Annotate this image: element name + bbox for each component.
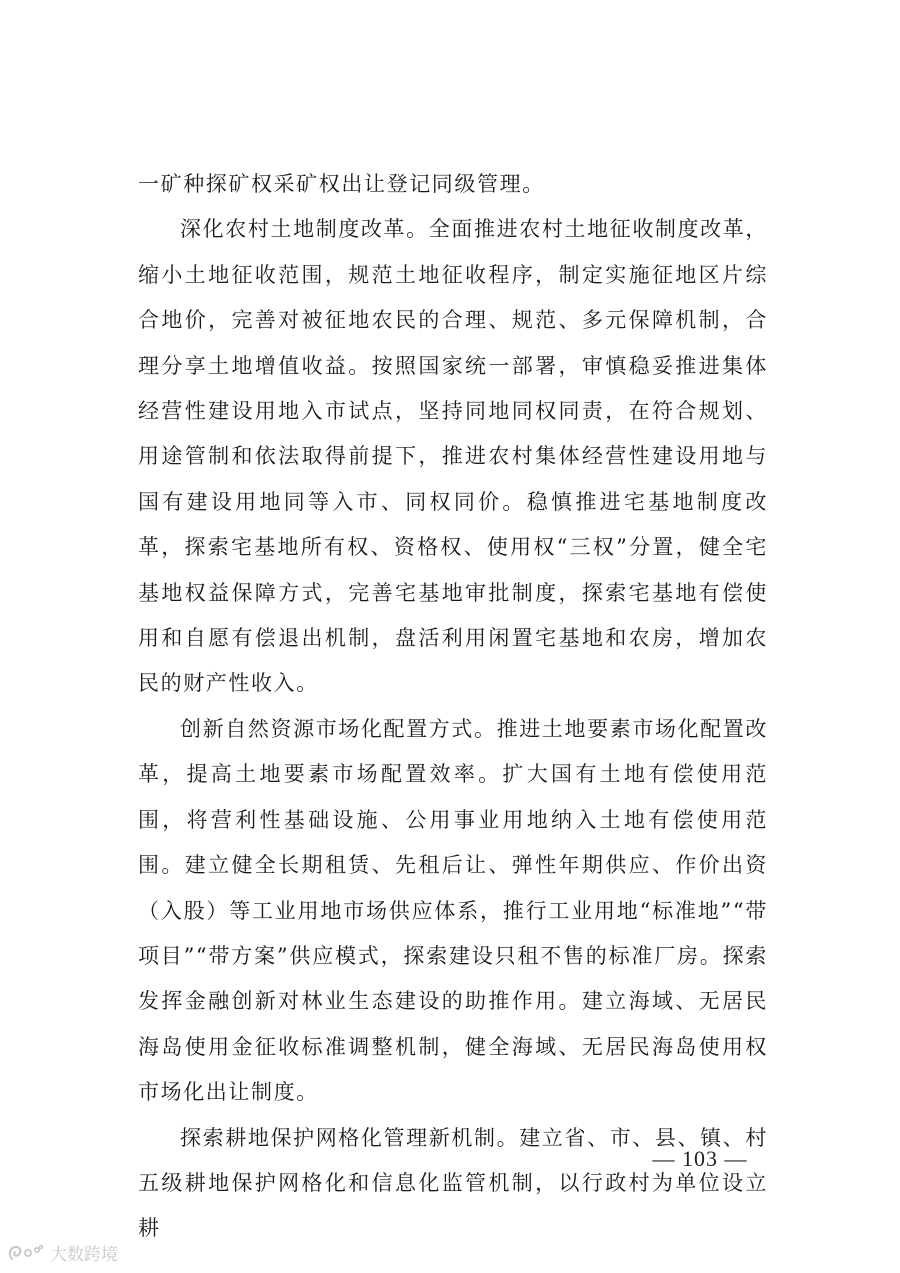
paragraph-3-text: 推进土地要素市场化配置改革，提高土地要素市场配置效率。扩大国有土地有偿使用范围，将营利性基础设施、公用事业用地纳入土地有偿使用范围。建立健全长期租赁、先租后让、弹性年期供应、作价出资（入股）等工业用地市场供应体系，推行工业用地“标准地”“带项目”“带方案”供应模式，探索建设只租不售的标准厂房。探索发挥金融创新对林业生态建设的助推作用。建立海域、无居民海岛使用金征收标准调整机制，健全海域、无居民海岛使用权市场化出让制度。 — [138, 716, 768, 1105]
body-text — [138, 162, 768, 1252]
paragraph-3-lead: 创新自然资源市场化配置方式。 — [180, 716, 497, 741]
paragraph-2 — [138, 207, 768, 706]
logo-icon — [6, 1242, 44, 1264]
paragraph-1 — [138, 162, 768, 207]
paragraph-2-lead: 深化农村土地制度改革。 — [180, 217, 429, 242]
paragraph-4-lead: 探索耕地保护网格化管理新机制。 — [180, 1125, 520, 1150]
paragraph-4-text: 建立省、市、县、镇、村五级耕地保护网格化和信息化监管机制，以行政村为单位设立耕 — [138, 1125, 768, 1241]
watermark-text: 大数跨境 — [50, 1245, 118, 1265]
paragraph-3 — [138, 707, 768, 1116]
page-number: — 103 — — [652, 1146, 748, 1171]
paragraph-4 — [138, 1116, 768, 1252]
paragraph-2-text: 全面推进农村土地征收制度改革，缩小土地征收范围，规范土地征收程序，制定实施征地区片综合地价，完善对被征地农民的合理、规范、多元保障机制，合理分享土地增值收益。按照国家统一部署，审慎稳妥推进集体经营性建设用地入市试点，坚持同地同权同责，在符合规划、用途管制和依法取得前提下，推进农村集体经营性建设用地与国有建设用地同等入市、同权同价。稳慎推进宅基地制度改革，探索宅基地所有权、资格权、使用权“三权”分置，健全宅基地权益保障方式，完善宅基地审批制度，探索宅基地有偿使用和自愿有偿退出机制，盘活利用闲置宅基地和农房，增加农民的财产性收入。 — [138, 217, 768, 696]
paragraph-1-text: 一矿种探矿权采矿权出让登记同级管理。 — [138, 172, 545, 196]
watermark — [6, 1240, 118, 1265]
